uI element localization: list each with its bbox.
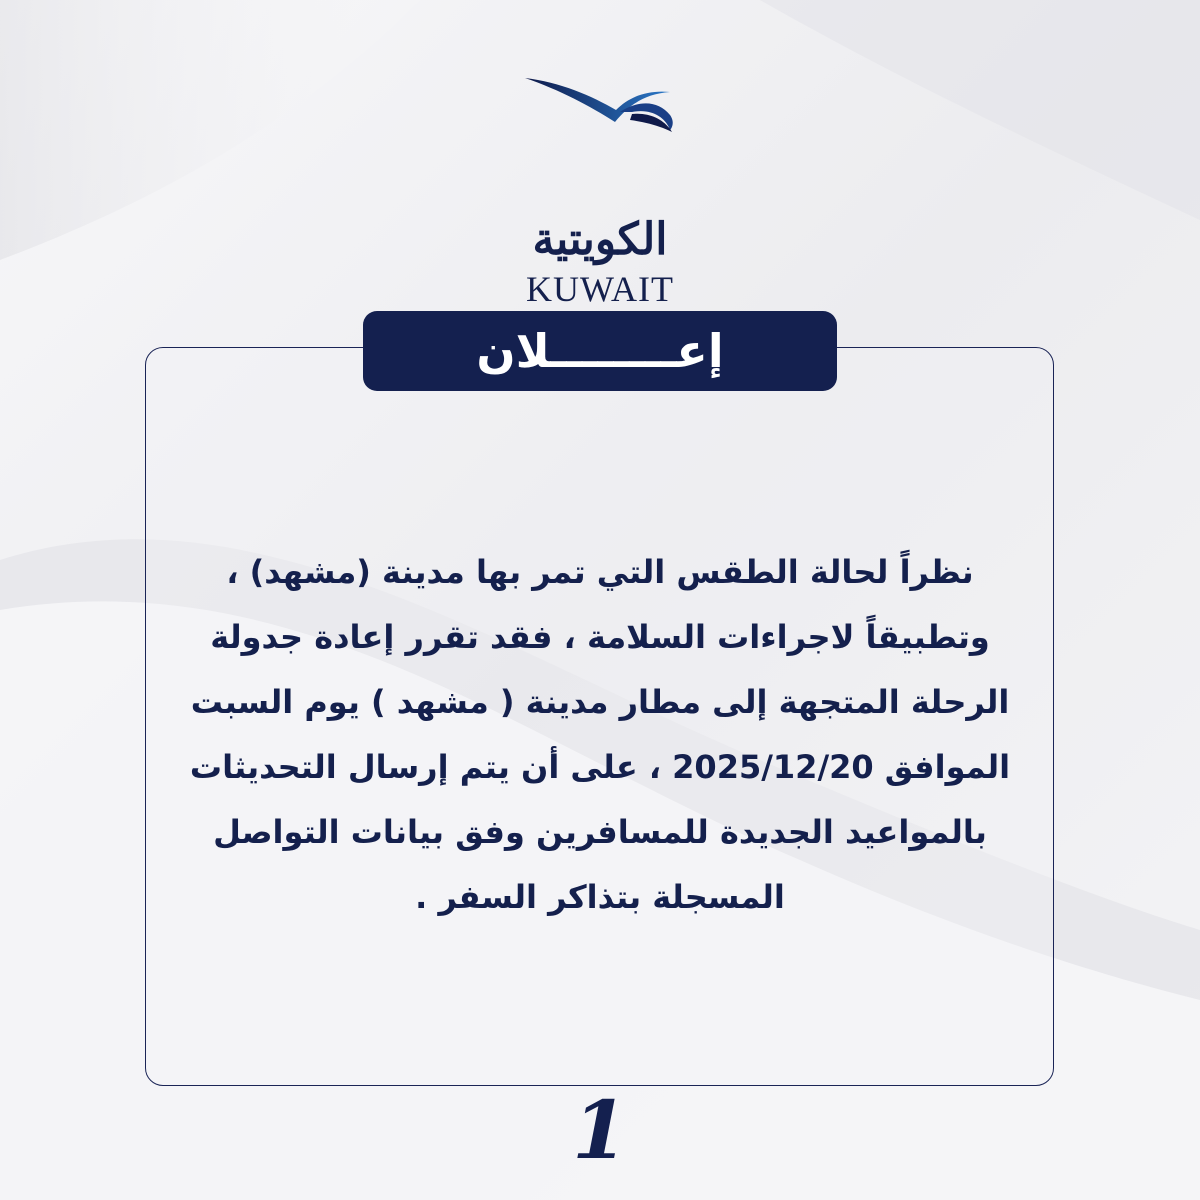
body-line: الموافق 2025/12/20 ، على أن يتم إرسال التحديثات <box>189 748 1011 786</box>
body-line: الرحلة المتجهة إلى مطار مدينة ( مشهد ) يوم السبت <box>190 683 1010 721</box>
body-line: بالمواعيد الجديدة للمسافرين وفق بيانات التواصل <box>213 813 987 851</box>
announcement-title: إعــــــــلان <box>363 311 837 391</box>
kuwait-airways-logo <box>500 70 700 309</box>
logo-english-name: KUWAIT <box>526 269 674 309</box>
page-number: 1 <box>572 1083 628 1177</box>
body-line: المسجلة بتذاكر السفر . <box>415 878 785 916</box>
body-line: وتطبيقاً لاجراءات السلامة ، فقد تقرر إعادة جدولة <box>210 618 990 656</box>
logo-arabic-name: الكويتية <box>532 214 668 265</box>
bird-wing-icon <box>520 70 680 140</box>
announcement-body <box>160 540 1040 930</box>
body-line: نظراً لحالة الطقس التي تمر بها مدينة (مشهد) ، <box>226 553 974 591</box>
